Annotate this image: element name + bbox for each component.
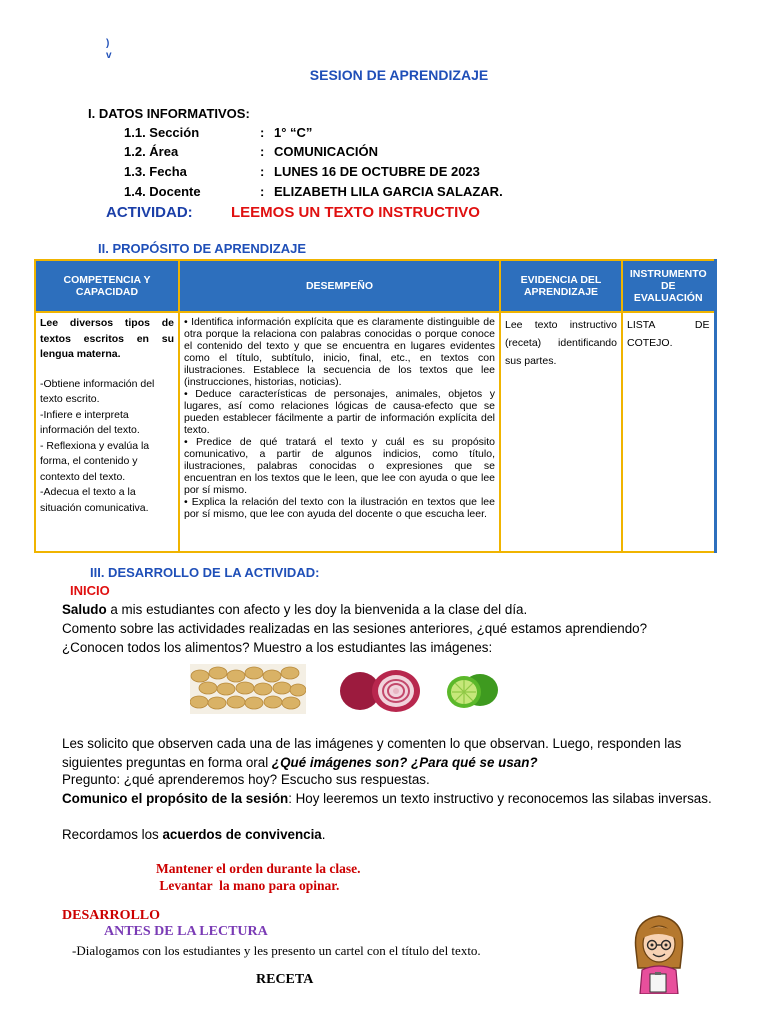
desempeno-item: • Deduce características de personajes, animales, objetos y lugares, así como relaciones lógicas de causa-efecto que se pueden establecer fácilmente a partir de información explícita del texto. [184, 388, 495, 436]
info-sep: : [260, 125, 265, 140]
recordamos-end: . [321, 827, 326, 842]
actividad-line [106, 204, 480, 221]
info-sep: : [260, 184, 265, 199]
info-sep: : [260, 144, 265, 159]
observe-text: Les solicito que observen cada una de las imágenes y comenten lo que observan. Luego, responden las siguientes preguntas en forma oral [62, 736, 682, 770]
teacher-clipart [628, 910, 690, 994]
capacidad-item: -Obtiene información del texto escrito. [40, 377, 155, 405]
info-value: 1° “C” [274, 125, 313, 140]
info-label: 1.1. Sección [124, 125, 200, 140]
desempeno-item: • Explica la relación del texto con la ilustración en textos que lee por sí mismo, que lee con ayuda del docente o que escucha leer. [184, 496, 495, 520]
desempeno-item: • Predice de qué tratará el texto y cuál es su propósito comunicativo, a partir de algunos indicios, como título, ilustraciones, palabras conocidas o expresiones que se encuentran en los textos que le leen, que lee con ayuda o que lee por sí mismo. [184, 436, 495, 496]
capacidad-item: -Infiere e interpreta información del texto. [40, 408, 140, 436]
acuerdos-list [156, 860, 360, 894]
comunico-rest: : Hoy leeremos un texto instructivo y reconocemos las silabas inversas. [288, 791, 712, 806]
info-sep: : [260, 164, 265, 179]
info-row-area [124, 144, 378, 159]
competencia-text: Lee diversos tipos de textos escritos en su lengua materna. [40, 317, 174, 360]
desarrollo-heading: DESARROLLO [62, 908, 161, 923]
cell-competencia [35, 312, 179, 552]
conocen-line: ¿Conocen todos los alimentos? Muestro a los estudiantes las imágenes: [62, 640, 493, 655]
header-instrumento: INSTRUMENTO DE EVALUACIÓN [622, 260, 715, 312]
info-value: COMUNICACIÓN [274, 144, 378, 159]
actividad-value: LEEMOS UN TEXTO INSTRUCTIVO [231, 204, 480, 221]
header-desempeno: DESEMPEÑO [179, 260, 500, 312]
beans-image [190, 664, 306, 714]
section-proposito-heading: II. PROPÓSITO DE APRENDIZAJE [98, 241, 307, 256]
recordamos-line [62, 825, 727, 844]
info-row-fecha [124, 164, 480, 179]
pregunto-line: Pregunto: ¿qué aprenderemos hoy? Escucho sus respuestas. [62, 772, 430, 787]
observe-questions: ¿Qué imágenes son? ¿Para qué se usan? [271, 755, 538, 770]
dialogamos-line: -Dialogamos con los estudiantes y les presento un cartel con el título del texto. [72, 943, 481, 958]
info-label: 1.4. Docente [124, 184, 201, 199]
onion-image [338, 664, 424, 714]
lime-image [444, 664, 500, 714]
recordamos-text: Recordamos los [62, 827, 163, 842]
cell-desempeno [179, 312, 500, 552]
comento-line: Comento sobre las actividades realizadas en las sesiones anteriores, ¿qué estamos aprendiendo? [62, 621, 648, 636]
table-header-row [35, 260, 715, 312]
receta-title: RECETA [256, 972, 314, 987]
saludo-bold: Saludo [62, 602, 107, 617]
stray-marks [106, 38, 112, 62]
header-evidencia: EVIDENCIA DEL APRENDIZAJE [500, 260, 622, 312]
info-row-docente [124, 184, 503, 199]
section-datos-heading: I. DATOS INFORMATIVOS: [88, 106, 250, 121]
saludo-line [62, 600, 727, 619]
info-label: 1.3. Fecha [124, 164, 187, 179]
inicio-heading: INICIO [70, 583, 110, 598]
saludo-rest: a mis estudiantes con afecto y les doy la bienvenida a la clase del día. [106, 602, 528, 617]
acuerdo-item: Levantar la mano para opinar. [156, 878, 340, 893]
info-value: LUNES 16 DE OCTUBRE DE 2023 [274, 164, 480, 179]
cell-evidencia: Lee texto instructivo (receta) identificando sus partes. [500, 312, 622, 552]
comunico-paragraph [62, 789, 727, 808]
mark-paren: ) [106, 38, 110, 49]
capacidad-item: - Reflexiona y evalúa la forma, el contenido y contexto del texto. [40, 439, 150, 483]
actividad-label: ACTIVIDAD: [106, 204, 193, 221]
info-label: 1.2. Área [124, 144, 179, 159]
antes-lectura-heading: ANTES DE LA LECTURA [104, 924, 268, 939]
acuerdo-item: Mantener el orden durante la clase. [156, 861, 361, 876]
info-value: ELIZABETH LILA GARCIA SALAZAR. [274, 184, 503, 199]
page-title: SESION DE APRENDIZAJE [309, 67, 489, 83]
desempeno-item: • Identifica información explícita que es claramente distinguible de otra porque la relaciona con palabras conocidas o porque conoce el contenido del texto y que se encuentra en lugares evidentes como el título, subtítulo, inicio, final, etc., en textos con ilustraciones. Establece la secuencia de los textos que lee (instrucciones, historias, noticias). [184, 316, 495, 388]
recordamos-bold: acuerdos de convivencia [162, 827, 322, 842]
section-desarrollo-heading: III. DESARROLLO DE LA ACTIVIDAD: [90, 565, 320, 580]
comunico-bold: Comunico el propósito de la sesión [62, 791, 289, 806]
header-competencia: COMPETENCIA Y CAPACIDAD [35, 260, 179, 312]
table-row [35, 312, 715, 552]
observe-paragraph [62, 734, 727, 772]
capacidad-item: -Adecua el texto a la situación comunicativa. [40, 486, 149, 514]
cell-instrumento: LISTA DE COTEJO. [622, 312, 715, 552]
proposito-table [34, 259, 717, 553]
mark-v: v [106, 50, 112, 61]
info-row-seccion [124, 125, 312, 140]
